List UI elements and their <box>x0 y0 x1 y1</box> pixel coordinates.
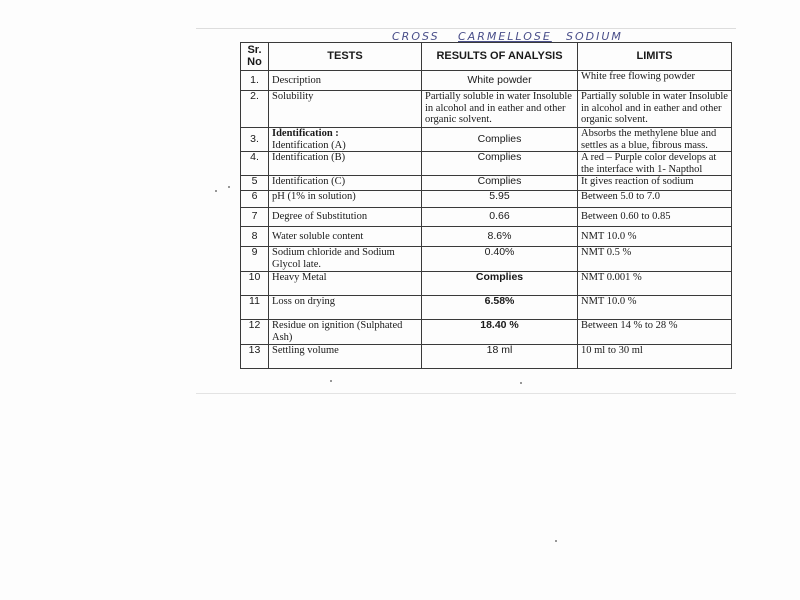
scan-speck <box>555 540 557 542</box>
row-limit: Between 14 % to 28 % <box>578 320 732 345</box>
header-tests: TESTS <box>269 43 422 71</box>
table-row <box>241 208 732 227</box>
row-test: Heavy Metal <box>269 272 422 296</box>
row-result: 18.40 % <box>422 320 578 345</box>
table-row <box>241 176 732 191</box>
table-row <box>241 296 732 320</box>
table-row <box>241 71 732 91</box>
row-sr: 7 <box>241 208 269 227</box>
row-test: Sodium chloride and Sodium Glycol late. <box>269 247 422 272</box>
row-test: Settling volume <box>269 345 422 369</box>
row-sr: 3. <box>241 128 269 152</box>
title-word-3: SODIUM <box>566 30 623 43</box>
row-result: Complies <box>422 128 578 152</box>
scan-speck <box>228 186 230 188</box>
row-result: 18 ml <box>422 345 578 369</box>
row-result: 0.40% <box>422 247 578 272</box>
row-test: Water soluble content <box>269 227 422 247</box>
row-limit: Between 0.60 to 0.85 <box>578 208 732 227</box>
row-sr: 8 <box>241 227 269 247</box>
row-test: Solubility <box>269 91 422 128</box>
table-row <box>241 128 732 152</box>
row-limit: Absorbs the methylene blue and settles as a blue, fibrous mass. <box>578 128 732 152</box>
row-test: Identification (B) <box>269 152 422 176</box>
row-test: Identification (C) <box>269 176 422 191</box>
row-limit: NMT 0.5 % <box>578 247 732 272</box>
row-sr: 10 <box>241 272 269 296</box>
row-result: Complies <box>422 272 578 296</box>
row-sr: 11 <box>241 296 269 320</box>
row-result: 0.66 <box>422 208 578 227</box>
row-test-label: Identification (A) <box>272 139 346 151</box>
row-limit: It gives reaction of sodium <box>578 176 732 191</box>
table-row <box>241 345 732 369</box>
table-row <box>241 272 732 296</box>
header-limits: LIMITS <box>578 43 732 71</box>
row-limit: NMT 10.0 % <box>578 296 732 320</box>
row-result: 6.58% <box>422 296 578 320</box>
row-result: Partially soluble in water Insoluble in alcohol and in eather and other organic solvent. <box>422 91 578 128</box>
row-sr: 6 <box>241 191 269 208</box>
row-limit: A red – Purple color develops at the interface with 1- Napthol <box>578 152 732 176</box>
row-limit: NMT 10.0 % <box>578 227 732 247</box>
title-word-1: CROSS <box>392 30 440 43</box>
identification-heading: Identification : <box>272 128 339 139</box>
table-row <box>241 320 732 345</box>
header-sr-no: Sr. No <box>241 43 269 71</box>
scan-speck <box>520 382 522 384</box>
row-sr: 13 <box>241 345 269 369</box>
row-test <box>269 128 422 152</box>
row-sr: 2. <box>241 91 269 128</box>
row-result: 5.95 <box>422 191 578 208</box>
table-row <box>241 152 732 176</box>
table-row <box>241 227 732 247</box>
row-test: pH (1% in solution) <box>269 191 422 208</box>
table-row <box>241 247 732 272</box>
table-row <box>241 91 732 128</box>
analysis-table <box>240 42 732 369</box>
row-sr: 1. <box>241 71 269 91</box>
row-limit: NMT 0.001 % <box>578 272 732 296</box>
row-test: Description <box>269 71 422 91</box>
header-row <box>241 43 732 71</box>
scan-speck <box>330 380 332 382</box>
scan-speck <box>215 190 217 192</box>
row-test: Loss on drying <box>269 296 422 320</box>
row-result: White powder <box>422 71 578 91</box>
row-limit: Between 5.0 to 7.0 <box>578 191 732 208</box>
row-result: Complies <box>422 152 578 176</box>
row-sr: 9 <box>241 247 269 272</box>
row-test: Residue on ignition (Sulphated Ash) <box>269 320 422 345</box>
row-test: Degree of Substitution <box>269 208 422 227</box>
row-sr: 4. <box>241 152 269 176</box>
row-result: Complies <box>422 176 578 191</box>
row-limit: White free flowing powder <box>578 71 732 91</box>
table-row <box>241 191 732 208</box>
row-result: 8.6% <box>422 227 578 247</box>
title-word-2: CARMELLOSE <box>458 30 552 43</box>
row-sr: 5 <box>241 176 269 191</box>
row-limit: 10 ml to 30 ml <box>578 345 732 369</box>
row-limit: Partially soluble in water Insoluble in alcohol and in eather and other organic solvent. <box>578 91 732 128</box>
header-results: RESULTS OF ANALYSIS <box>422 43 578 71</box>
row-sr: 12 <box>241 320 269 345</box>
